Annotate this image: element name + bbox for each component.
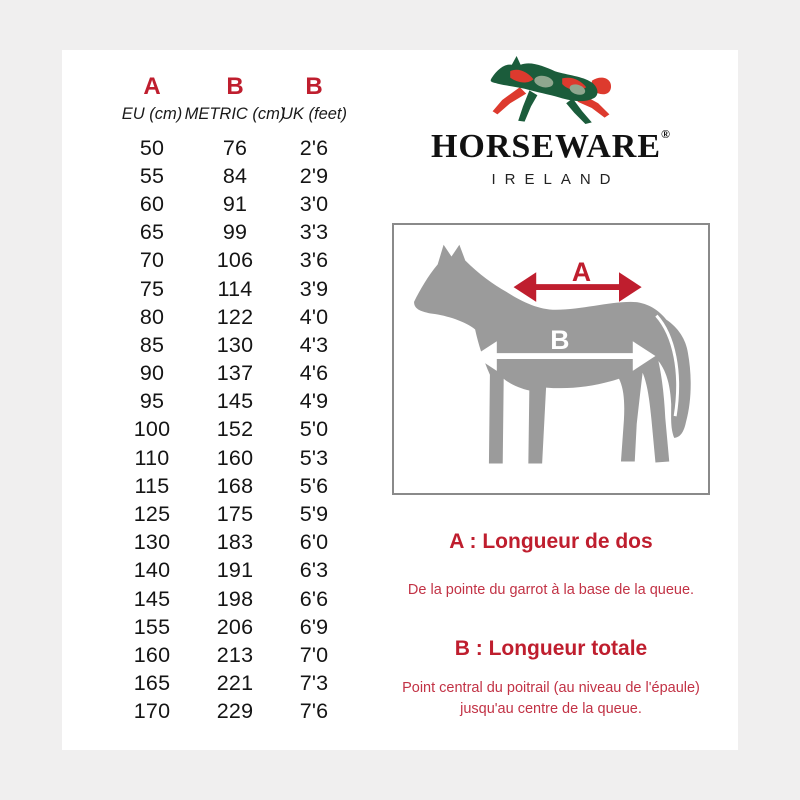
table-cell: 80: [139, 304, 165, 329]
table-cell: 5'9: [299, 502, 329, 527]
table-cell: 125: [133, 502, 171, 527]
table-cell: 115: [134, 473, 170, 498]
table-cell: 140: [133, 558, 171, 583]
table-cell: 2'6: [299, 135, 329, 160]
table-cell: 3'0: [299, 191, 329, 216]
table-cell: 5'3: [299, 445, 329, 470]
diagram-label-a: A: [571, 257, 592, 288]
horse-measurement-diagram-icon: [394, 225, 708, 493]
table-cell: 5'6: [299, 473, 329, 498]
size-table: [108, 72, 354, 726]
table-cell: 76: [222, 135, 248, 160]
table-header-letters: [108, 72, 354, 102]
table-row: [108, 613, 354, 641]
table-cell: 137: [216, 361, 254, 386]
column-unit-eu: EU (cm): [121, 104, 183, 123]
legend-b-description: Point central du poitrail (au niveau de l'épaule) jusqu'au centre de la queue.: [402, 680, 700, 717]
table-cell: 165: [133, 671, 171, 696]
table-cell: 175: [216, 502, 254, 527]
table-row: [108, 247, 354, 275]
table-row: [108, 303, 354, 331]
measurement-diagram-box: [392, 223, 710, 495]
brand-name: [392, 127, 710, 165]
table-cell: 155: [133, 614, 171, 639]
logo-galloping-horse-icon: [467, 52, 635, 128]
table-cell: 5'0: [299, 417, 329, 442]
table-cell: 85: [139, 332, 165, 357]
column-letter-b-metric: B: [226, 73, 244, 100]
table-body: [108, 134, 354, 726]
brand-country: IRELAND: [491, 171, 620, 188]
table-cell: 3'6: [299, 248, 329, 273]
table-cell: 160: [216, 445, 254, 470]
table-row: [108, 219, 354, 247]
table-row: [108, 331, 354, 359]
table-cell: 183: [216, 530, 254, 555]
table-cell: 152: [216, 417, 254, 442]
table-cell: 170: [133, 699, 171, 724]
table-row: [108, 585, 354, 613]
table-cell: 6'0: [299, 530, 329, 555]
table-cell: 130: [133, 530, 171, 555]
table-cell: 145: [133, 586, 171, 611]
table-cell: 198: [216, 586, 254, 611]
table-cell: 2'9: [299, 163, 329, 188]
table-row: [108, 388, 354, 416]
table-row: [108, 162, 354, 190]
table-cell: 191: [216, 558, 254, 583]
table-cell: 84: [222, 163, 248, 188]
table-row: [108, 416, 354, 444]
table-cell: 7'6: [299, 699, 329, 724]
table-row: [108, 557, 354, 585]
table-row: [108, 360, 354, 388]
diagram-label-b: B: [550, 325, 570, 356]
table-row: [108, 472, 354, 500]
table-cell: 75: [139, 276, 165, 301]
table-cell: 114: [217, 276, 253, 301]
table-cell: 160: [133, 642, 171, 667]
table-row: [108, 698, 354, 726]
table-cell: 100: [133, 417, 171, 442]
table-cell: 7'0: [299, 642, 329, 667]
column-letter-b-uk: B: [305, 73, 323, 100]
table-cell: 213: [216, 642, 254, 667]
table-cell: 99: [222, 220, 248, 245]
table-row: [108, 134, 354, 162]
column-unit-uk: UK (feet): [280, 104, 348, 123]
size-guide-card: [62, 50, 738, 750]
table-cell: 168: [216, 473, 254, 498]
table-cell: 4'3: [299, 332, 329, 357]
table-cell: 221: [216, 671, 254, 696]
table-cell: 130: [216, 332, 254, 357]
table-row: [108, 444, 354, 472]
brand-and-diagram-column: [392, 50, 710, 750]
table-cell: 145: [216, 389, 254, 414]
table-header-units: [108, 102, 354, 126]
horseware-logo: [392, 52, 710, 188]
table-row: [108, 529, 354, 557]
table-cell: 70: [139, 248, 165, 273]
table-cell: 3'9: [299, 276, 329, 301]
table-cell: 122: [216, 304, 254, 329]
table-row: [108, 500, 354, 528]
table-cell: 6'9: [299, 614, 329, 639]
table-cell: 3'3: [299, 220, 329, 245]
table-cell: 6'3: [299, 558, 329, 583]
column-unit-metric: METRIC (cm): [184, 104, 286, 123]
legend-b-title: B : Longueur totale: [454, 637, 648, 660]
table-cell: 4'6: [299, 361, 329, 386]
table-cell: 7'3: [299, 671, 329, 696]
table-cell: 55: [139, 163, 165, 188]
table-cell: 65: [139, 220, 165, 245]
column-letter-a: A: [143, 73, 161, 100]
brand-text: HORSEWARE: [430, 128, 662, 165]
table-cell: 106: [216, 248, 254, 273]
table-cell: 90: [139, 361, 165, 386]
table-cell: 91: [222, 191, 248, 216]
legend-a-title: A : Longueur de dos: [449, 530, 653, 553]
table-cell: 206: [216, 614, 254, 639]
registered-mark: ®: [661, 127, 672, 141]
table-cell: 50: [139, 135, 165, 160]
table-cell: 4'9: [299, 389, 329, 414]
table-cell: 110: [134, 445, 170, 470]
table-cell: 60: [139, 191, 165, 216]
table-row: [108, 641, 354, 669]
table-cell: 4'0: [299, 304, 329, 329]
legend-a-description: De la pointe du garrot à la base de la queue.: [407, 582, 695, 598]
table-cell: 95: [139, 389, 165, 414]
table-row: [108, 275, 354, 303]
table-row: [108, 670, 354, 698]
table-cell: 6'6: [299, 586, 329, 611]
table-cell: 229: [216, 699, 254, 724]
table-row: [108, 190, 354, 218]
